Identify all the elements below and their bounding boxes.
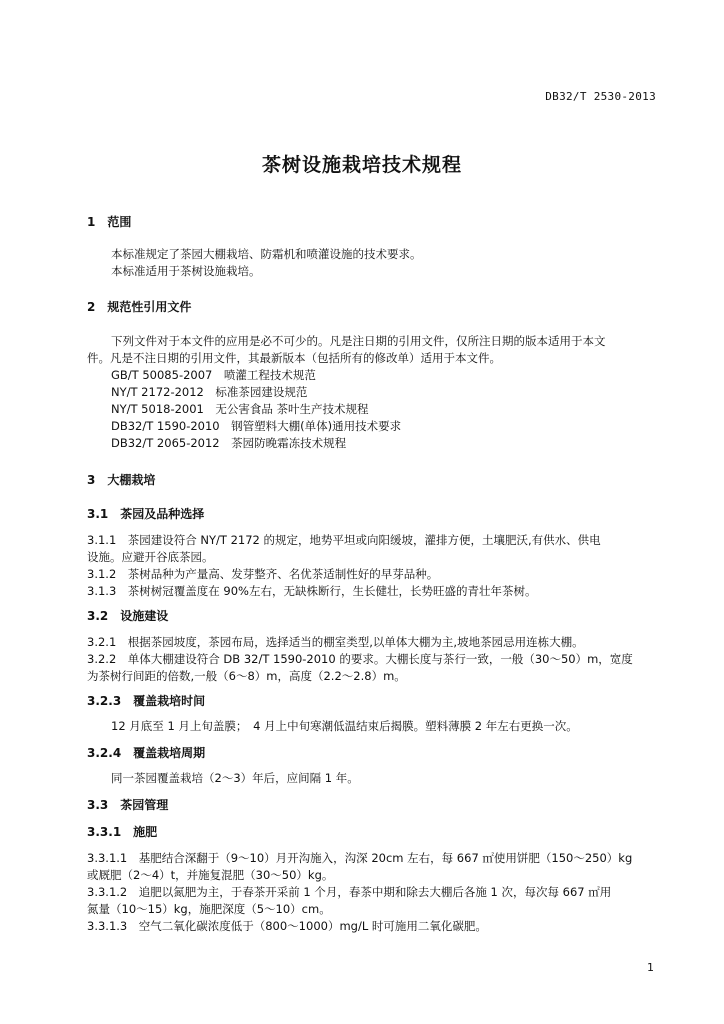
section-2-heading: 2 规范性引用文件 [87, 300, 192, 314]
clause-3-1-1-line-1: 3.1.1 茶园建设符合 NY/T 2172 的规定，地势平坦或向阳缓坡，灌排方便，土壤肥沃,有供水、供电 [87, 533, 601, 547]
clause-3-2-2-line-2: 为茶树行间距的倍数,一般（6～8）m，高度（2.2～2.8）m。 [87, 669, 406, 683]
clause-3-3-1-2-line-1: 3.3.1.2 追肥以氮肥为主，于春茶开采前 1 个月，春茶中期和除去大棚后各施 1 次，每次每 667 ㎡用 [87, 885, 612, 899]
clause-3-2-4-paragraph: 同一茶园覆盖栽培（2～3）年后，应间隔 1 年。 [111, 771, 359, 785]
clause-3-2-4-heading: 3.2.4 覆盖栽培周期 [87, 746, 206, 760]
standard-code: DB32/T 2530-2013 [545, 90, 656, 103]
reference-item: DB32/T 1590-2010 钢管塑料大棚(单体)通用技术要求 [111, 419, 402, 433]
section-1-paragraph-2: 本标准适用于茶树设施栽培。 [111, 264, 261, 278]
clause-3-3-1-3: 3.3.1.3 空气二氧化碳浓度低于（800～1000）mg/L 时可施用二氧化碳肥。 [87, 919, 487, 933]
page-number: 1 [647, 961, 654, 974]
reference-item: GB/T 50085-2007 喷灌工程技术规范 [111, 368, 316, 382]
reference-item: DB32/T 2065-2012 茶园防晚霜冻技术规程 [111, 436, 347, 450]
clause-3-1-1-line-2: 设施。应避开谷底茶园。 [87, 550, 214, 564]
clause-3-1-2: 3.1.2 茶树品种为产量高、发芽整齐、名优茶适制性好的早芽品种。 [87, 567, 439, 581]
section-2-paragraph-line-2: 件。凡是不注日期的引用文件，其最新版本（包括所有的修改单）适用于本文件。 [87, 351, 501, 365]
document-title: 茶树设施栽培技术规程 [261, 154, 462, 176]
clause-3-2-2-line-1: 3.2.2 单体大棚建设符合 DB 32/T 1590-2010 的要求。大棚长度与茶行一致，一般（30～50）m，宽度 [87, 652, 633, 666]
clause-3-3-1-2-line-2: 氮量（10～15）kg，施肥深度（5～10）cm。 [87, 902, 331, 916]
clause-3-2-1: 3.2.1 根据茶园坡度，茶园布局，选择适当的棚室类型,以单体大棚为主,坡地茶园忌用连栋大棚。 [87, 635, 584, 649]
reference-item: NY/T 2172-2012 标准茶园建设规范 [111, 385, 308, 399]
section-2-paragraph-line-1: 下列文件对于本文件的应用是必不可少的。凡是注日期的引用文件，仅所注日期的版本适用于本文 [111, 334, 606, 348]
section-3-2-heading: 3.2 设施建设 [87, 609, 169, 623]
clause-3-1-3: 3.1.3 茶树树冠覆盖度在 90%左右，无缺株断行，生长健壮，长势旺盛的青壮年茶树。 [87, 584, 537, 598]
reference-item: NY/T 5018-2001 无公害食品 茶叶生产技术规程 [111, 402, 369, 416]
clause-3-2-3-heading: 3.2.3 覆盖栽培时间 [87, 694, 206, 708]
clause-3-2-3-paragraph: 12 月底至 1 月上旬盖膜； 4 月上中旬寒潮低温结束后揭膜。塑料薄膜 2 年左右更换一次。 [111, 719, 578, 733]
section-1-paragraph-1: 本标准规定了茶园大棚栽培、防霜机和喷灌设施的技术要求。 [111, 247, 422, 261]
section-3-heading: 3 大棚栽培 [87, 473, 156, 487]
section-1-heading: 1 范围 [87, 215, 132, 229]
clause-3-3-1-1-line-1: 3.3.1.1 基肥结合深翻于（9～10）月开沟施入，沟深 20cm 左右，每 667 ㎡使用饼肥（150～250）kg [87, 851, 633, 865]
section-3-1-heading: 3.1 茶园及品种选择 [87, 507, 205, 521]
clause-3-3-1-1-line-2: 或厩肥（2～4）t，并施复混肥（30～50）kg。 [87, 868, 334, 882]
clause-3-3-1-heading: 3.3.1 施肥 [87, 825, 158, 839]
section-3-3-heading: 3.3 茶园管理 [87, 798, 169, 812]
